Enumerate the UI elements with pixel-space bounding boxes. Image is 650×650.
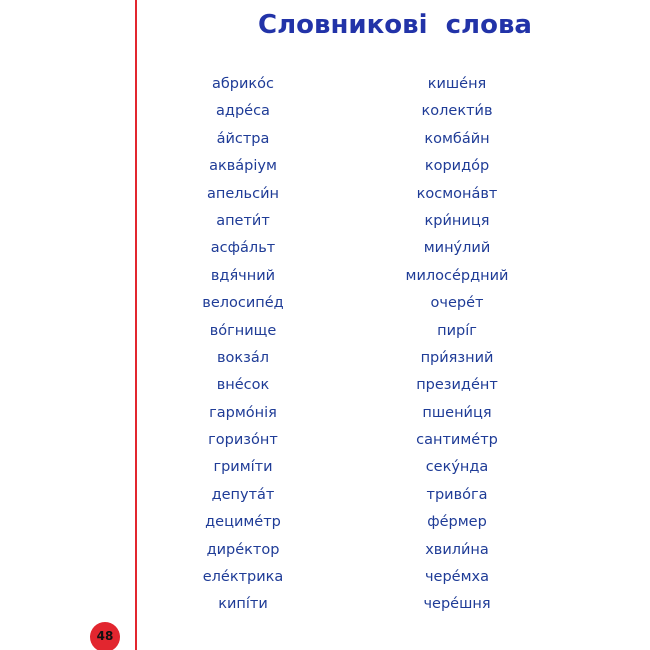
word-item: хвили́на <box>425 541 489 558</box>
word-column-left <box>158 71 328 619</box>
word-item: кипі́ти <box>218 596 268 613</box>
word-item: колекти́в <box>421 103 493 120</box>
word-item: дециме́тр <box>205 514 281 531</box>
word-item: кише́ня <box>427 76 487 92</box>
word-item: пшени́ця <box>422 404 492 421</box>
word-item: аква́ріум <box>209 158 277 175</box>
word-item: гармо́нія <box>209 404 277 421</box>
word-item: вдя́чний <box>210 267 276 284</box>
word-item: горизо́нт <box>208 432 278 449</box>
word-item: апети́т <box>216 212 270 229</box>
word-item: комба́йн <box>424 130 490 147</box>
word-item: милосе́рдний <box>405 267 509 284</box>
word-item: фе́рмер <box>427 514 487 531</box>
word-item: асфа́льт <box>210 240 276 257</box>
word-item: во́гнище <box>209 322 277 339</box>
word-item: абрико́с <box>211 76 275 92</box>
word-item: президе́нт <box>416 377 498 394</box>
word-item: космона́вт <box>416 185 498 202</box>
word-item: триво́га <box>426 486 488 503</box>
margin-line <box>135 0 137 650</box>
word-item: мину́лий <box>423 240 491 257</box>
page-number-badge: 48 <box>90 622 120 650</box>
word-item: секу́нда <box>425 459 489 476</box>
word-item: еле́ктрика <box>202 569 284 586</box>
word-item: велосипе́д <box>202 295 284 312</box>
word-item: вне́сок <box>216 377 270 394</box>
word-item: чере́шня <box>423 596 491 613</box>
word-item: гримі́ти <box>213 459 273 476</box>
word-item: при́язний <box>420 349 494 366</box>
word-column-right <box>372 71 542 619</box>
word-item: а́йстра <box>216 130 270 147</box>
word-item: сантиме́тр <box>416 432 498 449</box>
word-item: чере́мха <box>424 569 490 586</box>
word-item: апельси́н <box>207 185 279 202</box>
word-item: коридо́р <box>424 158 490 175</box>
word-item: вокза́л <box>216 349 270 366</box>
word-item: очере́т <box>430 295 484 312</box>
page-title: Словникові слова <box>258 10 532 40</box>
word-item: депута́т <box>211 486 275 503</box>
word-item: дире́ктор <box>206 541 280 558</box>
word-item: адре́са <box>216 103 270 120</box>
word-item: пирі́г <box>437 322 477 339</box>
word-item: кри́ниця <box>424 212 490 229</box>
